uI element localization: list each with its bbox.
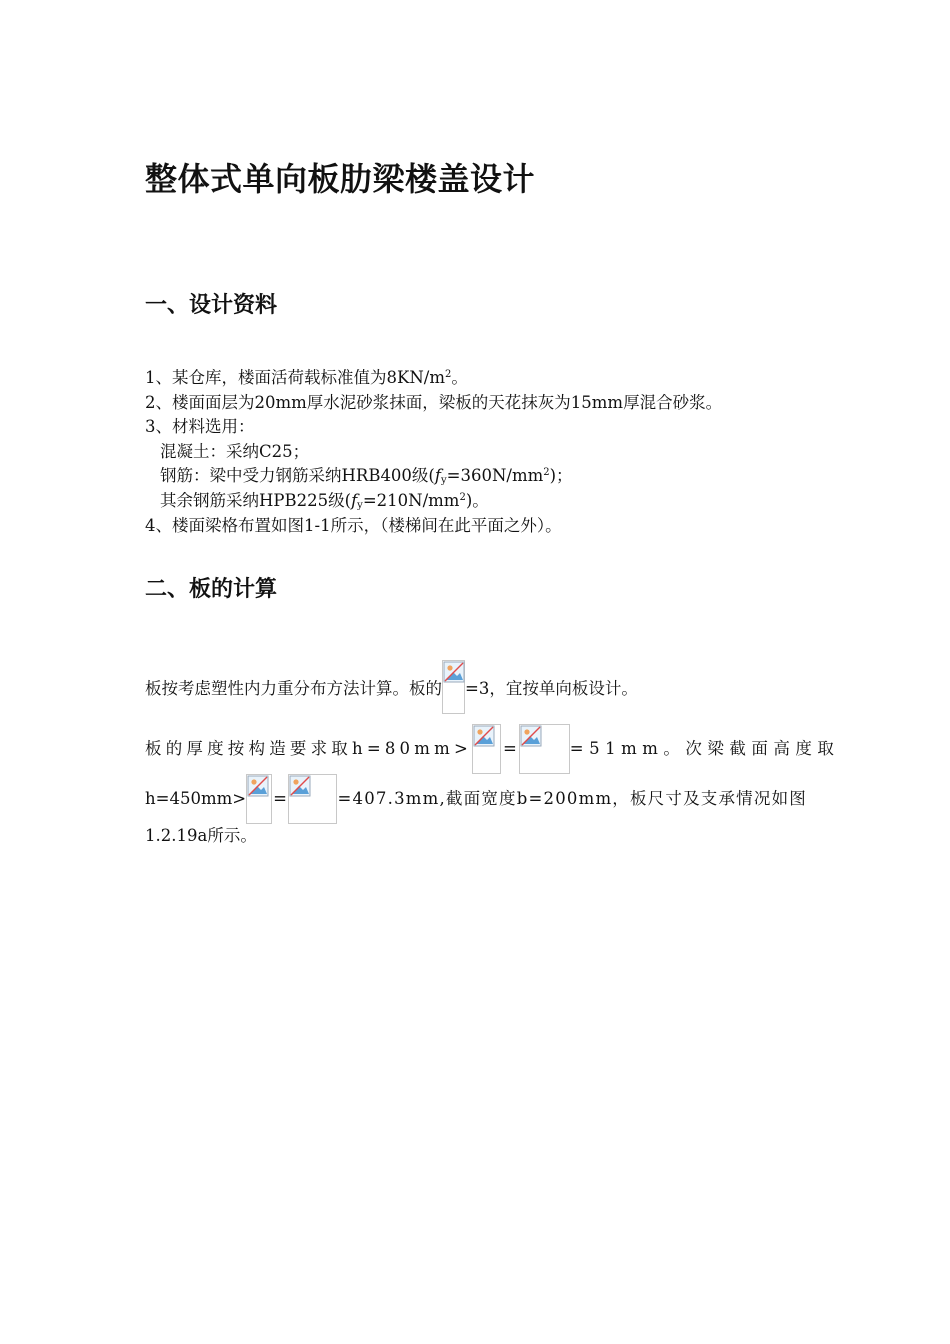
punctuation: )；: [549, 466, 573, 485]
superscript: 2: [543, 467, 550, 478]
slab-paragraph-2-line-3: 1.2.19a所示。: [145, 826, 257, 845]
subscript: y: [440, 475, 447, 486]
design-item-1: [145, 368, 468, 388]
material-steel-main: [160, 466, 573, 486]
material-concrete: 混凝土：采纳C25；: [160, 442, 310, 461]
design-item-4: 4、楼面梁格布置如图1-1所示，（楼梯间在此平面之外）。: [145, 516, 562, 535]
equals-sign: =: [502, 739, 517, 758]
page-title: 整体式单向板肋梁楼盖设计: [145, 160, 536, 198]
slab-line-1-left: [145, 724, 570, 774]
slab-paragraph-1: [145, 660, 638, 714]
broken-image-icon: [472, 724, 501, 774]
steel-other-value: =210N/mm: [362, 491, 460, 510]
equals-sign: =: [273, 789, 287, 808]
punctuation: 。: [451, 368, 468, 387]
design-item-1-text: 1、某仓库，楼面活荷载标准值为8KN/m: [145, 368, 445, 387]
section-width-text: =407.3mm,截面宽度b=200mm，板尺寸及支承情况如图: [337, 789, 807, 808]
superscript: 2: [459, 492, 466, 503]
broken-image-icon: [288, 774, 337, 824]
slab-line-2-left: [145, 774, 337, 824]
steel-main-text: 钢筋：梁中受力钢筋采纳HRB400级(: [160, 466, 435, 485]
slab-thickness-text: 板的厚度按构造要求取h=80mm>: [145, 739, 472, 758]
subscript: y: [357, 500, 363, 511]
section-heading-design-data: 一、设计资料: [145, 293, 278, 318]
design-item-2: 2、楼面面层为20mm厚水泥砂浆抹面，梁板的天花抹灰为15mm厚混合砂浆。: [145, 393, 723, 412]
broken-image-icon: [246, 774, 272, 824]
slab-paragraph-1-text-tail: =3，宜按单向板设计。: [465, 679, 638, 698]
slab-paragraph-1-text: 板按考虑塑性内力重分布方法计算。板的: [145, 679, 442, 698]
broken-image-icon: [442, 660, 465, 714]
symbol-f: f: [351, 491, 358, 510]
slab-paragraph-2-line-1: [145, 724, 840, 774]
steel-other-text: 其余钢筋采纳HPB225级(: [160, 491, 352, 510]
beam-height-value: h=450mm>: [145, 789, 247, 808]
punctuation: )。: [465, 491, 489, 510]
superscript: 2: [444, 369, 452, 380]
symbol-f: f: [434, 466, 441, 485]
broken-image-icon: [519, 724, 570, 774]
slab-paragraph-2-line-2: [145, 774, 807, 824]
beam-height-text: =51mm。次梁截面高度取: [569, 739, 840, 758]
steel-main-value: =360N/mm: [446, 466, 544, 485]
section-heading-slab-calc: 二、板的计算: [145, 577, 278, 602]
material-steel-other: [160, 491, 489, 511]
design-item-3: 3、材料选用：: [145, 417, 255, 436]
